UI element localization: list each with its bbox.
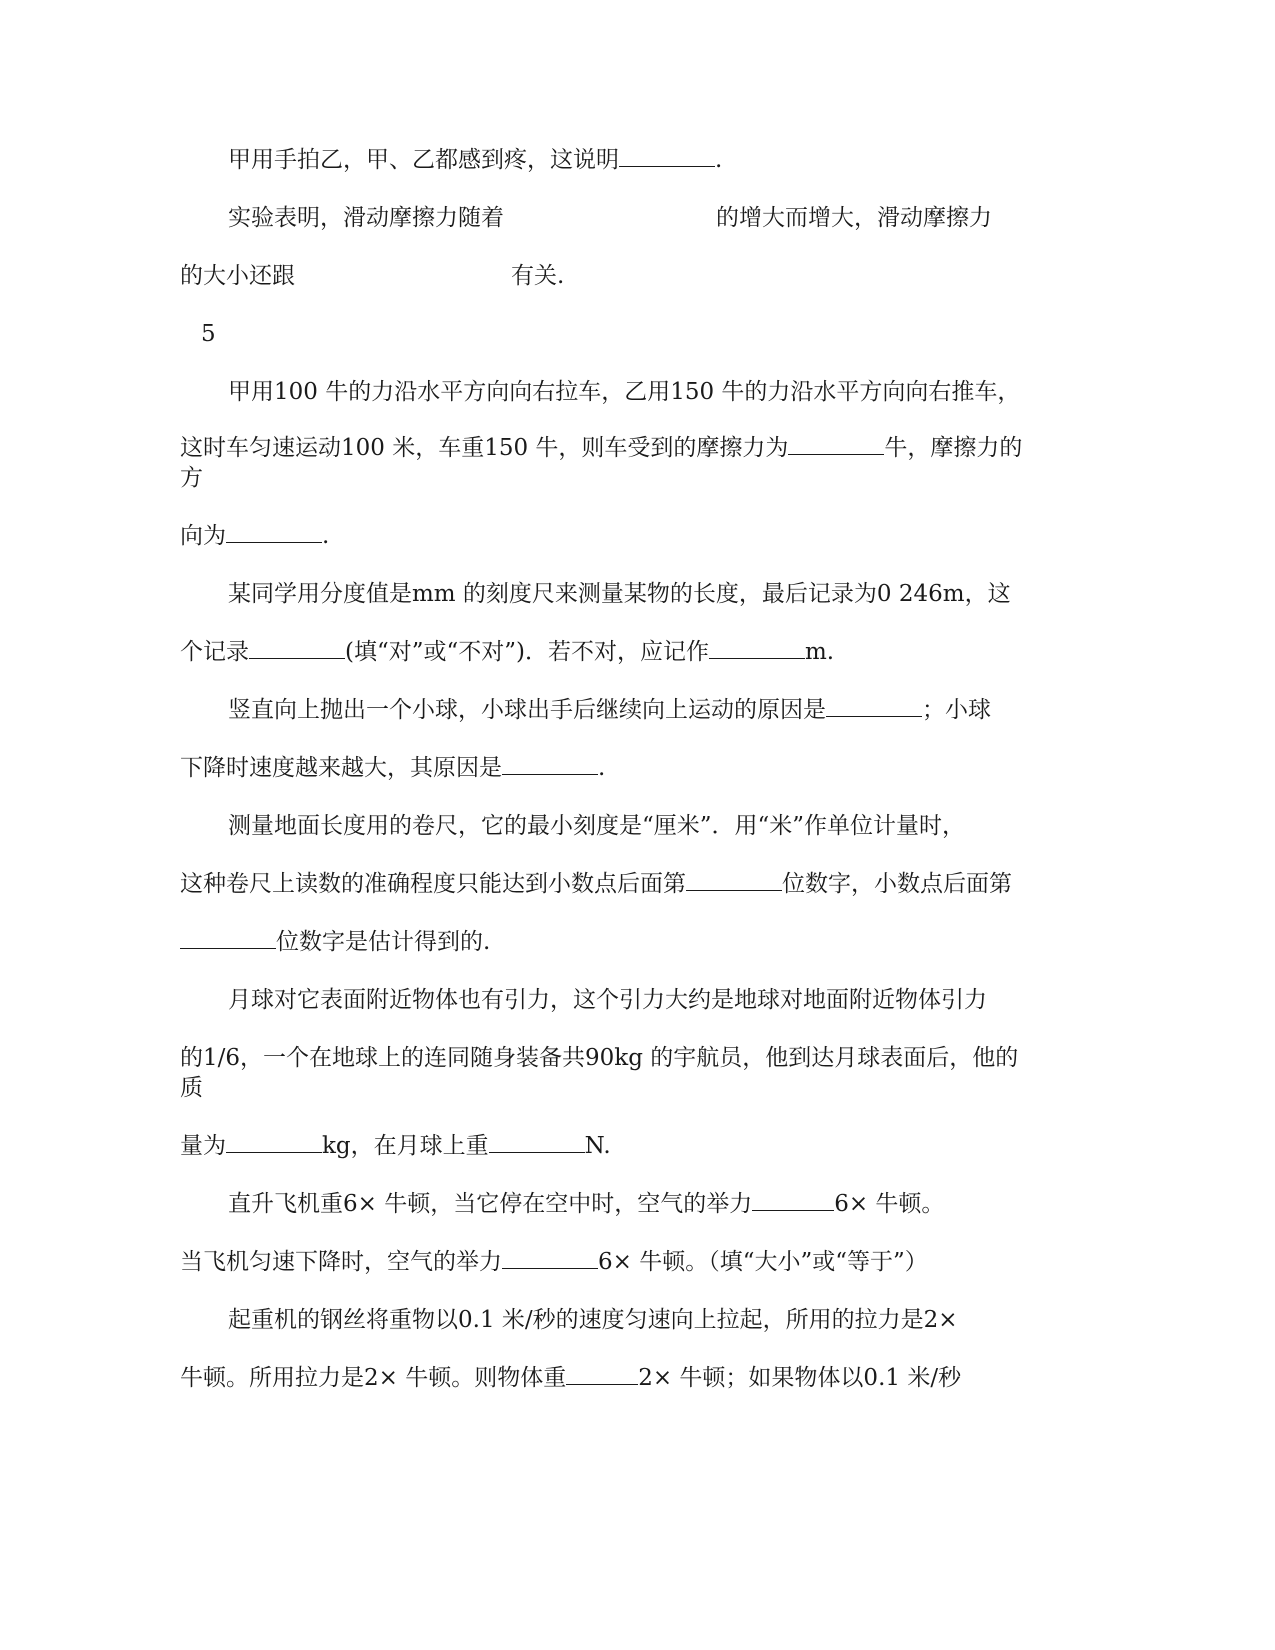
answer-blank xyxy=(619,146,715,167)
question-text: 向为 xyxy=(180,523,226,549)
answer-blank xyxy=(502,754,598,775)
question-line: 某同学用分度值是mm 的刻度尺来测量某物的长度，最后记录为0 246m，这 xyxy=(228,581,1011,607)
question-text: 2× 牛顿；如果物体以0.1 米/秒 xyxy=(638,1365,962,1391)
question-line xyxy=(180,870,1012,898)
question-line xyxy=(180,1364,961,1392)
question-text: . xyxy=(715,147,723,173)
question-line xyxy=(180,434,1022,462)
question-line xyxy=(180,1248,928,1276)
question-text: 这时车匀速运动100 米，车重150 牛，则车受到的摩擦力为 xyxy=(180,435,789,461)
question-line: 质 xyxy=(180,1075,203,1101)
question-text: 有关. xyxy=(511,263,565,289)
answer-blank xyxy=(489,1132,585,1153)
question-text: 竖直向上抛出一个小球，小球出手后继续向上运动的原因是 xyxy=(228,697,826,723)
question-text: 量为 xyxy=(180,1133,226,1159)
answer-blank xyxy=(752,1190,834,1211)
question-text: (填“对”或“不对”)．若不对，应记作 xyxy=(345,639,709,665)
question-text: m. xyxy=(804,639,835,665)
answer-blank xyxy=(226,522,322,543)
question-line xyxy=(180,522,329,550)
question-text: 当飞机匀速下降时，空气的举力 xyxy=(180,1249,502,1275)
question-line: 测量地面长度用的卷尺，它的最小刻度是“厘米”．用“米”作单位计量时， xyxy=(228,813,966,839)
answer-blank xyxy=(826,696,922,717)
question-text: 实验表明，滑动摩擦力随着 xyxy=(228,205,504,231)
question-text: 位数字是估计得到的. xyxy=(276,929,491,955)
question-line xyxy=(180,754,605,782)
answer-blank xyxy=(566,1364,638,1385)
question-line xyxy=(228,1190,944,1218)
answer-blank xyxy=(226,1132,322,1153)
question-line: 起重机的钢丝将重物以0.1 米/秒的速度匀速向上拉起，所用的拉力是2× xyxy=(228,1307,958,1333)
question-text: 甲用手拍乙，甲、乙都感到疼，这说明 xyxy=(228,147,619,173)
question-text: 个记录 xyxy=(180,639,249,665)
answer-blank xyxy=(788,434,884,455)
question-text: 这种卷尺上读数的准确程度只能达到小数点后面第 xyxy=(180,871,686,897)
answer-blank xyxy=(686,870,782,891)
answer-blank xyxy=(249,638,345,659)
question-text: 直升飞机重6× 牛顿，当它停在空中时，空气的举力 xyxy=(228,1191,753,1217)
question-line xyxy=(180,928,490,956)
question-line xyxy=(228,204,992,232)
question-text: N. xyxy=(584,1133,611,1159)
question-text: . xyxy=(598,755,606,781)
question-text: 位数字，小数点后面第 xyxy=(782,871,1012,897)
question-number: 5 xyxy=(201,321,216,347)
question-line xyxy=(228,696,991,724)
question-text: ；小球 xyxy=(922,697,991,723)
question-text: . xyxy=(322,523,330,549)
question-text: 牛，摩擦力的 xyxy=(884,435,1023,461)
question-text: 下降时速度越来越大，其原因是 xyxy=(180,755,502,781)
question-text: 6× 牛顿。（填“大小”或“等于”） xyxy=(598,1249,928,1275)
question-line xyxy=(180,638,834,666)
question-line: 甲用100 牛的力沿水平方向向右拉车，乙用150 牛的力沿水平方向向右推车， xyxy=(228,379,1021,405)
question-line xyxy=(180,262,564,290)
question-text: 的增大而增大，滑动摩擦力 xyxy=(716,205,992,231)
answer-blank xyxy=(502,1248,598,1269)
question-line xyxy=(228,146,722,174)
question-text: 6× 牛顿。 xyxy=(834,1191,945,1217)
question-text: 牛顿。所用拉力是2× 牛顿。则物体重 xyxy=(180,1365,567,1391)
question-line: 的1/6，一个在地球上的连同随身装备共90kg 的宇航员，他到达月球表面后，他的 xyxy=(180,1045,1019,1071)
question-line: 方 xyxy=(180,465,203,491)
question-line: 月球对它表面附近物体也有引力，这个引力大约是地球对地面附近物体引力 xyxy=(228,987,987,1013)
answer-blank xyxy=(709,638,805,659)
question-text: kg，在月球上重 xyxy=(322,1133,489,1159)
answer-blank xyxy=(180,928,276,949)
question-text: 的大小还跟 xyxy=(180,263,295,289)
question-line xyxy=(180,1132,611,1160)
